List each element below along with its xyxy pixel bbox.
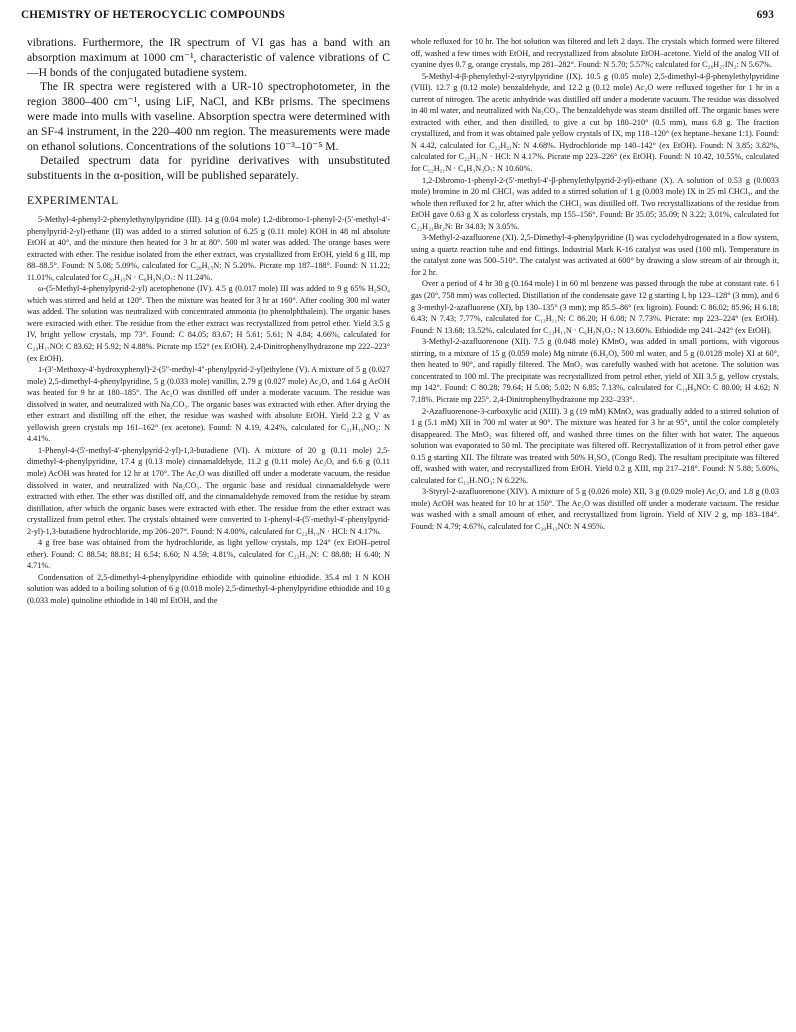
left-column [27,36,390,1026]
intro-paragraph: Detailed spectrum data for pyridine derivatives with unsubstituted substituents in the α-position, will be published separately. [27,154,390,183]
page-number: 693 [756,9,774,21]
experimental-paragraph: 3-Methyl-2-azafluorene (XI). 2,5-Dimethyl-4-phenylpyridine (I) was cyclodehydrogenated in a flow system, using a quartz reaction tube and end fittings. Industrial Mark K-16 catalyst was used (100 ml). Temperature in the catalyst zone was 500–510°. The catalyst was activated at 600° by drawing a slow stream of air through it, for 2 hr. [411,233,779,277]
experimental-paragraph: ω-(5-Methyl-4-phenylpyrid-2-yl) acetophenone (IV). 4.5 g (0.017 mole) III was added to 9 g 65% H₂SO₄ which was stirred and held at 120°. Then the mixture was heated for 3 hr at 160°. After cooling 300 ml water was added. The solution was neutralized with concentrated ammonia (to phenolphthalein). The organic bases were extracted with ether. The residue from the ether extract was recrystallized from petrol ether. Yield 3.5 g IV, bright yellow crystals, mp 73°. Found: C 84.05; 83.67; H 5.61; 5.61; N 4.84; 4.66%, calculated for C₂₀H₁₇NO: C 83.62; H 5.92; N 4.88%. Picrate mp 152° (ex EtOH). 2,4-Dinitrophenylhydrazone mp 222–223° (ex EtOH). [27,284,390,363]
journal-title: CHEMISTRY OF HETEROCYCLIC COMPOUNDS [21,9,286,21]
intro-paragraph: vibrations. Furthermore, the IR spectrum of VI gas has a band with an absorption maximum at 1000 cm⁻¹, characteristic of valence vibrations of C—H bonds of the conjugated butadiene system. [27,36,390,79]
intro-paragraph: The IR spectra were registered with a UR-10 spectrophotometer, in the region 3800–400 cm⁻¹, using LiF, NaCl, and KBr prisms. The specimens were made into mulls with vaseline. Absorption spectra were determined with an SF-4 instrument, in the 220–400 nm region. The measurements were made on ethanol solutions. Concentrations of the solutions 10⁻³–10⁻⁵ M. [27,80,390,153]
section-heading-experimental: EXPERIMENTAL [27,193,119,207]
experimental-paragraph: 3-Methyl-2-azafluorenone (XII). 7.5 g (0.048 mole) KMnO₄ was added in small portions, with vigorous stirring, to a mixture of 15 g (0.059 mole) Mg nitrate (6.H₂O), 500 ml water, and 5 g (0.0128 mole) XI at 60°, then heated to 90°, and rapidly filtered. The MnO₂ was carefully washed with hot acetone. The solution was concentrated to 100 ml. The precipitate was recrystallized from petrol ether, yield of XII 3.5 g, yellow crystals, mp 142°. Found: C 80.28; 79.64; H 5.08; 5.02; N 6.85; 7.13%, calculated for C₁₃H₉NO: C 80.00; H 4.62; N 7.18%. Picrate mp 225°. 2,4-Dinitrophenylhydrazone mp 232–233°. [411,337,779,404]
experimental-paragraph: 1-Phenyl-4-(5′-methyl-4′-phenylpyrid-2-yl)-1,3-butadiene (VI). A mixture of 20 g (0.11 mole) 2,5-dimethyl-4-phenylpyridine, 17.4 g (0.13 mole) cinnamaldehyde, 11.2 g (0.11 mole) Ac₂O, and 6.6 g (0.11 mole) AcOH was heated for 12 hr at 170°. The Ac₂O was distilled off under a moderate vacuum, the residue dissolved in water, and neutralized with Na₂CO₃. The organic base and residual cinnamaldehyde were extracted with ether. The ether was distilled off, and the cinnamaldehyde removed from the residue by steam distillation, after which the organic bases were extracted with ether. The residue from the ether extract was crystallized from petrol ether. The crystals obtained were converted to 1-phenyl-4-(5′-methyl-4′-phenylpyrid-2-yl)-1,3-butadiene hydrochloride, mp 206–207°. Found: N 4.00%, calculated for C₂₂H₁₉N · HCl: N 4.17%. [27,445,390,536]
experimental-paragraph: 4 g free base was obtained from the hydrochloride, as light yellow crystals, mp 124° (ex EtOH–petrol ether). Found: C 88.54; 88.81; H 6.54; 6.60; N 4.59; 4.81%, calculated for C₂₂H₁₉N: C 88.88; H 6.40; N 4.71%. [27,538,390,571]
experimental-paragraph: 5-Methyl-4-phenyl-2-phenylethynylpyridine (III). 14 g (0.04 mole) 1,2-dibromo-1-phenyl-2-(5′-methyl-4′-phenylpyrid-2-yl)-ethane (II) was added to a stirred solution of 6.25 g (0.11 mole) KOH in 48 ml absolute EtOH at 40°, and the mixture then heated for 3 hr at 80°. 500 ml water was added. The orange bases were extracted with ether. The residue isolated from the ether extract, was crystallized from EtOH, yield 6 g III, mp 88–88.5°. Found: N 5.08; 5.09%, calculated for C₂₀H₁₅N: N 5.20%. Picrate mp 187–188°. Found: N 11.22; 11.01%, calculated for C₂₀H₁₅N · C₆H₃N₃O₇: N 11.24%. [27,214,390,282]
running-head [21,9,774,23]
experimental-paragraph: Over a period of 4 hr 30 g (0.164 mole) I in 60 ml benzene was passed through the tube at constant rate. 6 l gas (20°, 758 mm) was collected. Distillation of the condensate gave 12 g starting I, bp 123–128° (3 mm), and 6 g 3-methyl-2-azafluorene (XI), bp 130–135° (3 mm); mp 85.5–86° (ex ligroin). Found: C 86.02; 85.96; H 6.18; 6.43; N 7.43; 7.77%, calculated for C₁₃H₁₁N: C 86.20; H 6.08; N 7.73%. Picrate: mp 223–224° (ex EtOH). Found: N 13.68; 13.52%, calculated for C₁₃H₁₁N · C₆H₃N₃O₇: N 13.60%. Ethiodide mp 241–242° (ex EtOH). [411,279,779,335]
experimental-paragraph: 3-Styryl-2-azafluorenone (XIV). A mixture of 5 g (0.026 mole) XII, 3 g (0.029 mole) Ac₂O, and 1.8 g (0.03 mole) AcOH was heated for 10 hr at 150°. The Ac₂O was distilled off under a moderate vacuum. The residue was washed with a small amount of ether, and recrystallized from ligroin. Yield of XIV 2 g, mp 183–184°. Found: N 4.79; 4.67%, calculated for C₂₀H₁₃NO: N 4.95%. [411,487,779,531]
experimental-paragraph: 5-Methyl-4-β-phenylethyl-2-styrylpyridine (IX). 10.5 g (0.05 mole) 2,5-dimethyl-4-β-phenylethylpyridine (VIII). 12.7 g (0.12 mole) benzaldehyde, and 12.2 g (0.12 mole) Ac₂O were refluxed together for 1 hr in a current of nitrogen. The acetic anhydride was distilled off under a moderate vacuum. The residue was dissolved in 40 ml water, and neutralized with Na₂CO₃. The benzaldehyde was steam distilled off. The organic bases were extracted with ether, and then distilled, to give a cut bp 180–210° (0.5 mm), mass 6.8 g. The fraction crystallized, and from it was obtained pale yellow crystals of IX, mp 118–120° (ex heptane–hexane 1:1). Found: N 4.42, calculated for C₂₂H₂₁N: N 4.68%. Hydrochloride mp 140–142° (ex EtOH). Found: N 3.85; 3.82%, calculated for C₂₂H₂₁N · HCl: N 4.17%. Picrate mp 223–226° (ex EtOH). Found: N 10.42, 10.55%, calculated for C₂₂H₂₁N · C₆H₃N₃O₇: N 10.60%. [411,71,779,174]
experimental-paragraph: 2-Azafluorenone-3-carboxylic acid (XIII). 3 g (19 mM) KMnO₄ was gradually added to a stirred solution of 1 g (5.1 mM) XII in 700 ml water at 90°. The mixture was heated for 3 hr at 95°, until the color completely disappeared. The MnO₂ was filtered off, and washed three times on the filter with hot water. The aqueous solution was evaporated to 50 ml. The precipitate was filtered off. Recrystallization of it from petrol ether gave 0.15 g starting XII. The filtrate was treated with 50% H₂SO₄ (Congo Red). The resultant precipitate was filtered off, washed with water, and recrystallized from EtOH. Yield 0.2 g XIII, mp 217–218°. Found: N 5.88; 5.60%, calculated for C₁₃H₇NO₃: N 6.22%. [411,406,779,485]
right-column [411,36,779,1026]
experimental-paragraph: whole refluxed for 10 hr. The hot solution was filtered and left 2 days. The crystals which formed were filtered off, washed a few times with EtOH, and recrystallized from absolute EtOH–acetone. Yield of the analog VII of cyanine dyes 0.7 g, orange crystals, mp 281–282°. Found: N 5.70; 5.57%; calculated for C₂₆H₂₇IN₂: N 5.67%. [411,37,779,70]
experimental-paragraph: Condensation of 2,5-dimethyl-4-phenylpyridine ethiodide with quinoline ethiodide. 35.4 ml 1 N KOH solution was added to a boiling solution of 6 g (0.018 mole) 2,5-dimethyl-4-phenylpyridine ethiodide and 10 g (0.033 mole) quinoline ethiodide in 140 ml EtOH, and the [27,572,390,606]
experimental-paragraph: 1-(3′-Methoxy-4′-hydroxyphenyl)-2-(5″-methyl-4″-phenylpyrid-2-yl)ethylene (V). A mixture of 5 g (0.027 mole) 2,5-dimethyl-4-phenylpyridine, 5 g (0.033 mole) vanillin, 2.79 g (0.027 mole) Ac₂O, and 1.64 g AcOH was heated for 9 hr at 180–185°. The Ac₂O was distilled off under a moderate vacuum. The residue was dissolved in water, and neutralized with Na₂CO₃. The organic bases was extracted with ether. After drying the ether extract and distilling off the ether, the residue was washed with absolute EtOH. Yield 2.2 g V as yellowish green crystals mp 161–162° (ex acetone). Found: N 4.19, 4.24%, calculated for C₂₁H₁₉NO₂: N 4.41%. [27,365,390,444]
experimental-paragraph: 1,2-Dibromo-1-phenyl-2-(5′-methyl-4′-β-phenylethylpyrid-2-yl)-ethane (X). A solution of 0.53 g (0.0033 mole) bromine in 20 ml CHCl₃ was added to a stirred solution of 1 g (0.003 mole) IX in 25 ml CHCl₃, and the whole then refluxed for 2 hr, after which the CHCl₃ was distilled off. Two recrystallizations of the residue from EtOH gave 0.63 g X as colorless crystals, mp 155–156°. Found: Br 35.05; 35.09; N 3.22; 3.01%, calculated for C₂₂H₂₁Br₂N: Br 34.83; N 3.05%. [411,175,779,231]
